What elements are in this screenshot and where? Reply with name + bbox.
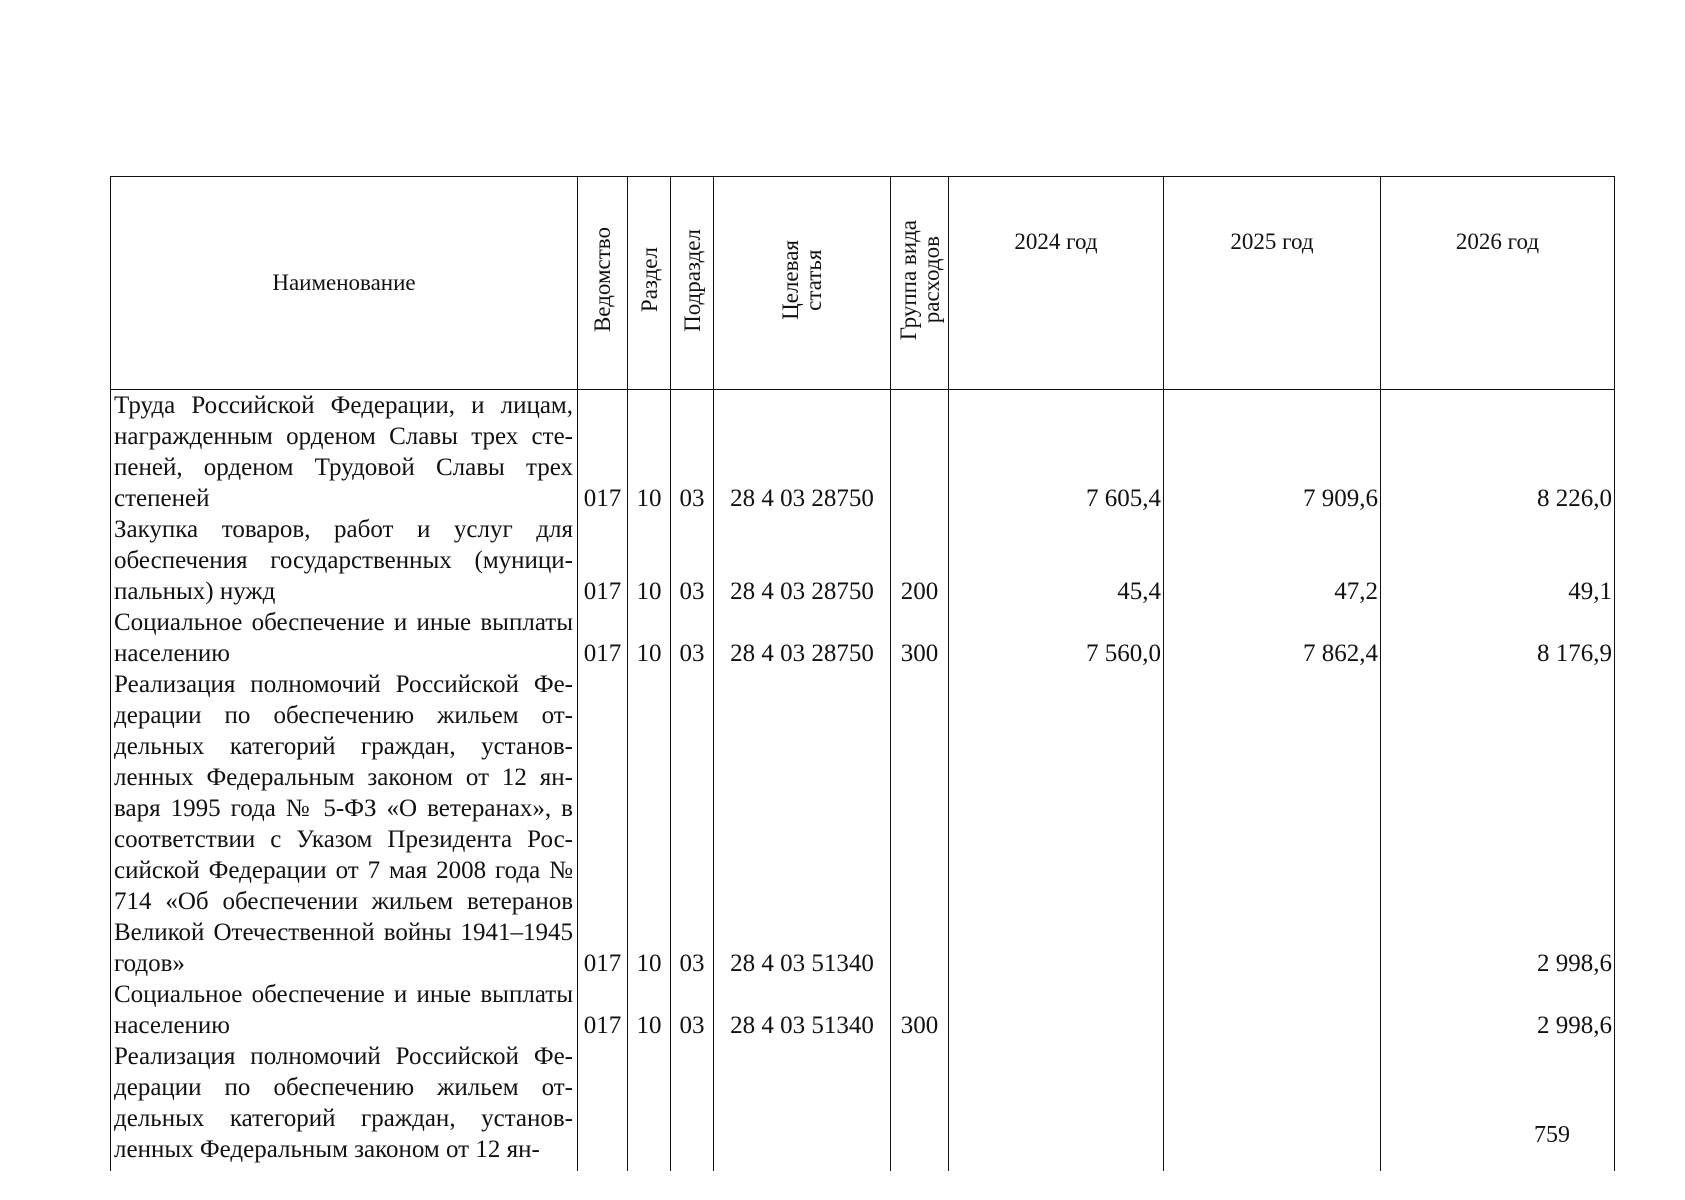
header-gruppa-vida-rashodov: Группа вида расходов: [891, 177, 949, 390]
row-podrazdel: 03: [671, 514, 714, 607]
row-value-2026: 2 998,6: [1381, 669, 1615, 979]
row-podrazdel: 03: [671, 390, 714, 515]
row-razdel: 10: [628, 669, 671, 979]
row-razdel: 10: [628, 390, 671, 515]
row-celevaya-statya: [714, 1041, 891, 1165]
row-gruppa-vida: 300: [891, 607, 949, 669]
row-value-2026: 8 176,9: [1381, 607, 1615, 669]
table-row: [111, 979, 1615, 1041]
row-value-2024: [949, 979, 1164, 1041]
continuation-cell: [578, 1165, 628, 1171]
row-vedomstvo: 017: [578, 390, 628, 515]
header-2026: 2026 год: [1381, 177, 1615, 390]
table-row: [111, 1041, 1615, 1165]
row-vedomstvo: 017: [578, 607, 628, 669]
row-value-2026: 49,1: [1381, 514, 1615, 607]
row-value-2025: [1164, 1041, 1381, 1165]
header-podrazdel: Подраздел: [671, 177, 714, 390]
header-2024: 2024 год: [949, 177, 1164, 390]
row-name: Закупка товаров, работ и услуг для обеспечения государственных (муниципальных) нужд: [111, 514, 578, 607]
continuation-cell: [891, 1165, 949, 1171]
header-vedomstvo: Ведомство: [578, 177, 628, 390]
row-razdel: 10: [628, 607, 671, 669]
row-podrazdel: [671, 1041, 714, 1165]
row-value-2024: 7 605,4: [949, 390, 1164, 515]
row-gruppa-vida: [891, 669, 949, 979]
table-row: [111, 390, 1615, 515]
row-name: Труда Российской Федерации, и лицам, награжденным орденом Славы трех степеней, орденом Трудовой Славы трех степеней: [111, 390, 578, 515]
header-razdel: Раздел: [628, 177, 671, 390]
row-podrazdel: 03: [671, 979, 714, 1041]
continuation-cell: [111, 1165, 578, 1171]
row-razdel: [628, 1041, 671, 1165]
row-gruppa-vida: [891, 390, 949, 515]
row-name: Реализация полномочий Российской Федерации по обеспечению жильем отдельных категорий граждан, установленных Федеральным законом от 12 января 1995 года № 5-ФЗ «О ветеранах», в соответствии с Указом Президента Российской Федерации от 7 мая 2008 года № 714 «Об обеспечении жильем ветеранов Великой Отечественной войны 1941–1945 годов»: [111, 669, 578, 979]
row-podrazdel: 03: [671, 669, 714, 979]
table-header-row: [111, 177, 1615, 390]
row-vedomstvo: 017: [578, 669, 628, 979]
row-vedomstvo: 017: [578, 979, 628, 1041]
continuation-cell: [1164, 1165, 1381, 1171]
row-value-2025: 7 862,4: [1164, 607, 1381, 669]
row-name: Реализация полномочий Российской Федерации по обеспечению жильем отдельных категорий граждан, установленных Федеральным законом от 12 ян-: [111, 1041, 578, 1165]
row-value-2024: 7 560,0: [949, 607, 1164, 669]
header-name: Наименование: [111, 177, 578, 390]
continuation-cell: [628, 1165, 671, 1171]
row-value-2024: [949, 1041, 1164, 1165]
row-value-2024: 45,4: [949, 514, 1164, 607]
row-value-2024: [949, 669, 1164, 979]
row-celevaya-statya: 28 4 03 51340: [714, 669, 891, 979]
row-value-2026: 2 998,6: [1381, 979, 1615, 1041]
continuation-cell: [714, 1165, 891, 1171]
row-value-2025: [1164, 669, 1381, 979]
row-gruppa-vida: 300: [891, 979, 949, 1041]
row-vedomstvo: 017: [578, 514, 628, 607]
row-value-2026: [1381, 1041, 1615, 1165]
row-name: Социальное обеспечение и иные выплаты населению: [111, 979, 578, 1041]
table-row: [111, 514, 1615, 607]
row-value-2026: 8 226,0: [1381, 390, 1615, 515]
row-celevaya-statya: 28 4 03 28750: [714, 514, 891, 607]
table-row: [111, 607, 1615, 669]
row-value-2025: 47,2: [1164, 514, 1381, 607]
row-celevaya-statya: 28 4 03 28750: [714, 607, 891, 669]
continuation-cell: [671, 1165, 714, 1171]
row-value-2025: [1164, 979, 1381, 1041]
header-2025: 2025 год: [1164, 177, 1381, 390]
row-gruppa-vida: [891, 1041, 949, 1165]
row-celevaya-statya: 28 4 03 51340: [714, 979, 891, 1041]
row-razdel: 10: [628, 514, 671, 607]
row-value-2025: 7 909,6: [1164, 390, 1381, 515]
continuation-cell: [1381, 1165, 1615, 1171]
row-gruppa-vida: 200: [891, 514, 949, 607]
budget-table: [110, 176, 1615, 1171]
table-row: [111, 669, 1615, 979]
table-continuation: [111, 1165, 1615, 1171]
continuation-cell: [949, 1165, 1164, 1171]
row-razdel: 10: [628, 979, 671, 1041]
row-celevaya-statya: 28 4 03 28750: [714, 390, 891, 515]
row-vedomstvo: [578, 1041, 628, 1165]
header-celevaya-statya: Целевая статья: [714, 177, 891, 390]
row-podrazdel: 03: [671, 607, 714, 669]
row-name: Социальное обеспечение и иные выплаты населению: [111, 607, 578, 669]
page-number: 759: [1534, 1122, 1570, 1148]
